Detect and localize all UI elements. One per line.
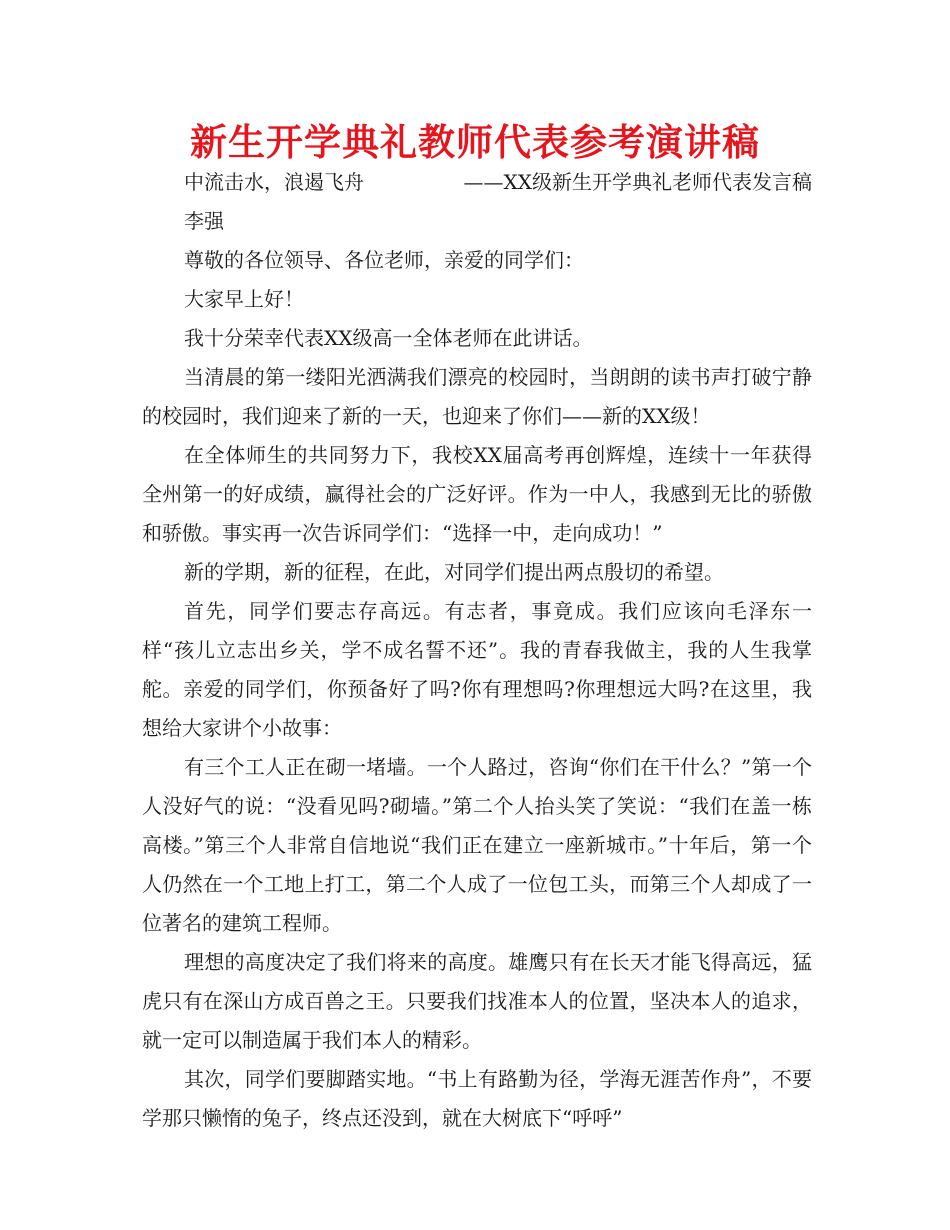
paragraph: 理想的高度决定了我们将来的高度。雄鹰只有在长天才能飞得高远，猛虎只有在深山方成百兽之王。只要我们找准本人的位置，坚决本人的追求，就一定可以制造属于我们本人的精彩。 bbox=[142, 950, 812, 1052]
subtitle-line bbox=[142, 163, 812, 202]
paragraph: 尊敬的各位领导、各位老师，亲爱的同学们： bbox=[184, 248, 584, 272]
paragraph: 有三个工人正在砌一堵墙。一个人路过，咨询“你们在干什么？”第一个人没好气的说：“没看见吗?砌墙。”第二个人抬头笑了笑说：“我们在盖一栋高楼。”第三个人非常自信地说“我们正在建立一座新城市。”十年后，第一个人仍然在一个工地上打工，第二个人成了一位包工头，而第三个人却成了一位著名的建筑工程师。 bbox=[142, 755, 812, 935]
subtitle-right: ——XX级新生开学典礼老师代表发言稿 bbox=[463, 170, 812, 194]
paragraph: 首先，同学们要志存高远。有志者，事竟成。我们应该向毛泽东一样“孩儿立志出乡关，学不成名誓不还”。我的青春我做主，我的人生我掌舵。亲爱的同学们，你预备好了吗?你有理想吗?你理想远大吗?在这里，我想给大家讲个小故事： bbox=[142, 599, 812, 740]
paragraph: 在全体师生的共同努力下，我校XX届高考再创辉煌，连续十一年获得全州第一的好成绩，赢得社会的广泛好评。作为一中人，我感到无比的骄傲和骄傲。事实再一次告诉同学们：“选择一中，走向成功！” bbox=[142, 443, 812, 545]
paragraph: 新的学期，新的征程，在此，对同学们提出两点殷切的希望。 bbox=[184, 560, 724, 584]
subtitle-left: 中流击水，浪遏飞舟 bbox=[184, 170, 364, 194]
document-body bbox=[142, 163, 812, 1138]
paragraph: 我十分荣幸代表XX级高一全体老师在此讲话。 bbox=[184, 326, 593, 350]
paragraph: 当清晨的第一缕阳光洒满我们漂亮的校园时，当朗朗的读书声打破宁静的校园时，我们迎来了新的一天，也迎来了你们——新的XX级！ bbox=[142, 365, 812, 428]
document-title: 新生开学典礼教师代表参考演讲稿 bbox=[190, 121, 760, 164]
author-name: 李强 bbox=[184, 209, 224, 233]
paragraph: 大家早上好！ bbox=[184, 287, 304, 311]
paragraph: 其次，同学们要脚踏实地。“书上有路勤为径，学海无涯苦作舟”，不要学那只懒惰的兔子，终点还没到，就在大树底下“呼呼” bbox=[142, 1067, 812, 1130]
